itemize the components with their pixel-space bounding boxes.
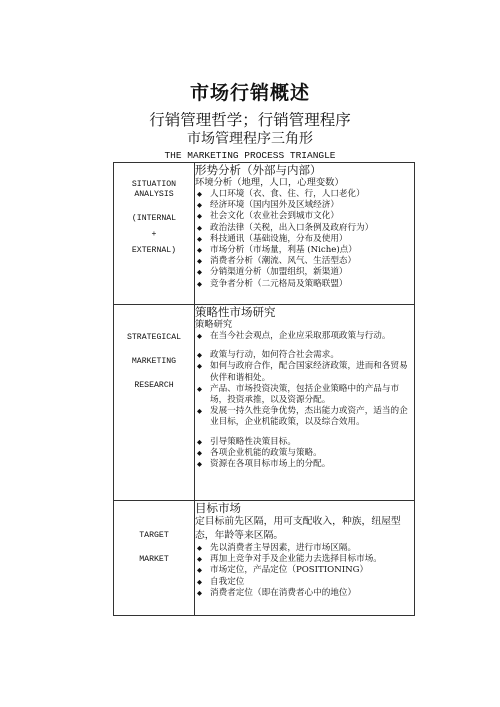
list-item: ◆ 人口环境（衣、食、住、行，人口老化） [195,189,414,200]
section-subheading: 环境分析（地理，人口，心理变数） [195,177,344,188]
subtitle-triangle: 市场管理程序三角形 [187,131,313,147]
subtitle-english: THE MARKETING PROCESS TRIANGLE [164,150,336,161]
left-line: MARKET [139,555,169,564]
bullet-list [195,189,414,290]
section-content [195,163,415,305]
section-content [195,305,415,501]
left-line: ANALYSIS [134,190,174,199]
left-line: RESEARCH [134,381,174,390]
left-line: TARGET [139,531,169,540]
list-item: ◆ 自我定位 [195,577,414,588]
list-item: ◆ 科技通讯（基础设施，分布及使用） [195,234,414,245]
section-subheading: 策略研究 [195,319,233,330]
list-item: ◆ 竞争者分析（二元格局及策略联盟） [195,279,414,290]
list-item: ◆ 分销渠道分析（加盟组织，新渠道） [195,267,414,278]
section-left-label [114,163,195,305]
list-item: ◆ 引导策略性决策目标。 [195,437,414,448]
list-item: ◆ 发展一持久性竞争优势，杰出能力或资产，适当的企业目标，企业机能政策，以及综合效用。 [195,406,414,428]
list-item: ◆ 资源在各项目标市场上的分配。 [195,459,414,470]
list-item: ◆ 经济环境（国内国外及区域经济） [195,200,414,211]
list-item: ◆ 各项企业机能的政策与策略。 [195,448,414,459]
list-item: ◆ 市场分析（市场量，利基 (Niche)点） [195,245,414,256]
page-title: 市场行销概述 [189,82,310,104]
list-item: ◆ 市场定位，产品定位（POSITIONING） [195,565,414,576]
left-line: SITUATION [131,180,177,189]
section-heading: 目标市场 [195,501,241,515]
section-heading: 策略性市场研究 [195,305,276,319]
list-item: ◆ 消费者分析（潮流、风气、生活型态） [195,256,414,267]
section-left-label [114,305,195,501]
bullet-list [195,350,414,428]
section-strategical-research [114,305,415,501]
section-heading: 形势分析（外部与内部） [195,163,322,177]
bullet-list [195,437,414,471]
left-line: MARKETING [131,357,177,366]
section-left-label [114,501,195,616]
left-line: EXTERNAL) [131,246,177,255]
left-line: STRATEGICAL [126,333,182,342]
section-subheading: 定目标前先区隔，用可支配收入，种族，纽屋型态，年龄等来区隔。 [195,516,401,541]
list-item: ◆ 在当今社会观点，企业应采取那项政策与行动。 [195,331,414,342]
section-target-market [114,501,415,616]
subtitle-philosophy: 行销管理哲学；行销管理程序 [149,111,351,129]
list-item: ◆ 消费者定位（即在消费者心中的地位） [195,588,414,599]
list-item: ◆ 政治法律（关税，出入口条例及政府行为） [195,223,414,234]
list-item: ◆ 政策与行动，如何符合社会需求。 [195,350,414,361]
list-item: ◆ 如何与政府合作，配合国家经济政策，进而和各贸易伙伴和谐相处。 [195,361,414,383]
section-situation-analysis [114,163,415,305]
bullet-list [195,331,414,342]
left-line: + [151,230,157,239]
list-item: ◆ 先以消费者主导因素，进行市场区隔。 [195,543,414,554]
list-item: ◆ 产品、市场投资决策，包括企业策略中的产品与市场，投资承推，以及资源分配。 [195,384,414,406]
marketing-process-table [113,162,415,616]
left-line: (INTERNAL [131,214,177,223]
section-content [195,501,415,616]
bullet-list [195,543,414,599]
list-item: ◆ 再加上竞争对手及企业能力去选择目标市场。 [195,554,414,565]
list-item: ◆ 社会文化（农业社会到城市文化） [195,211,414,222]
